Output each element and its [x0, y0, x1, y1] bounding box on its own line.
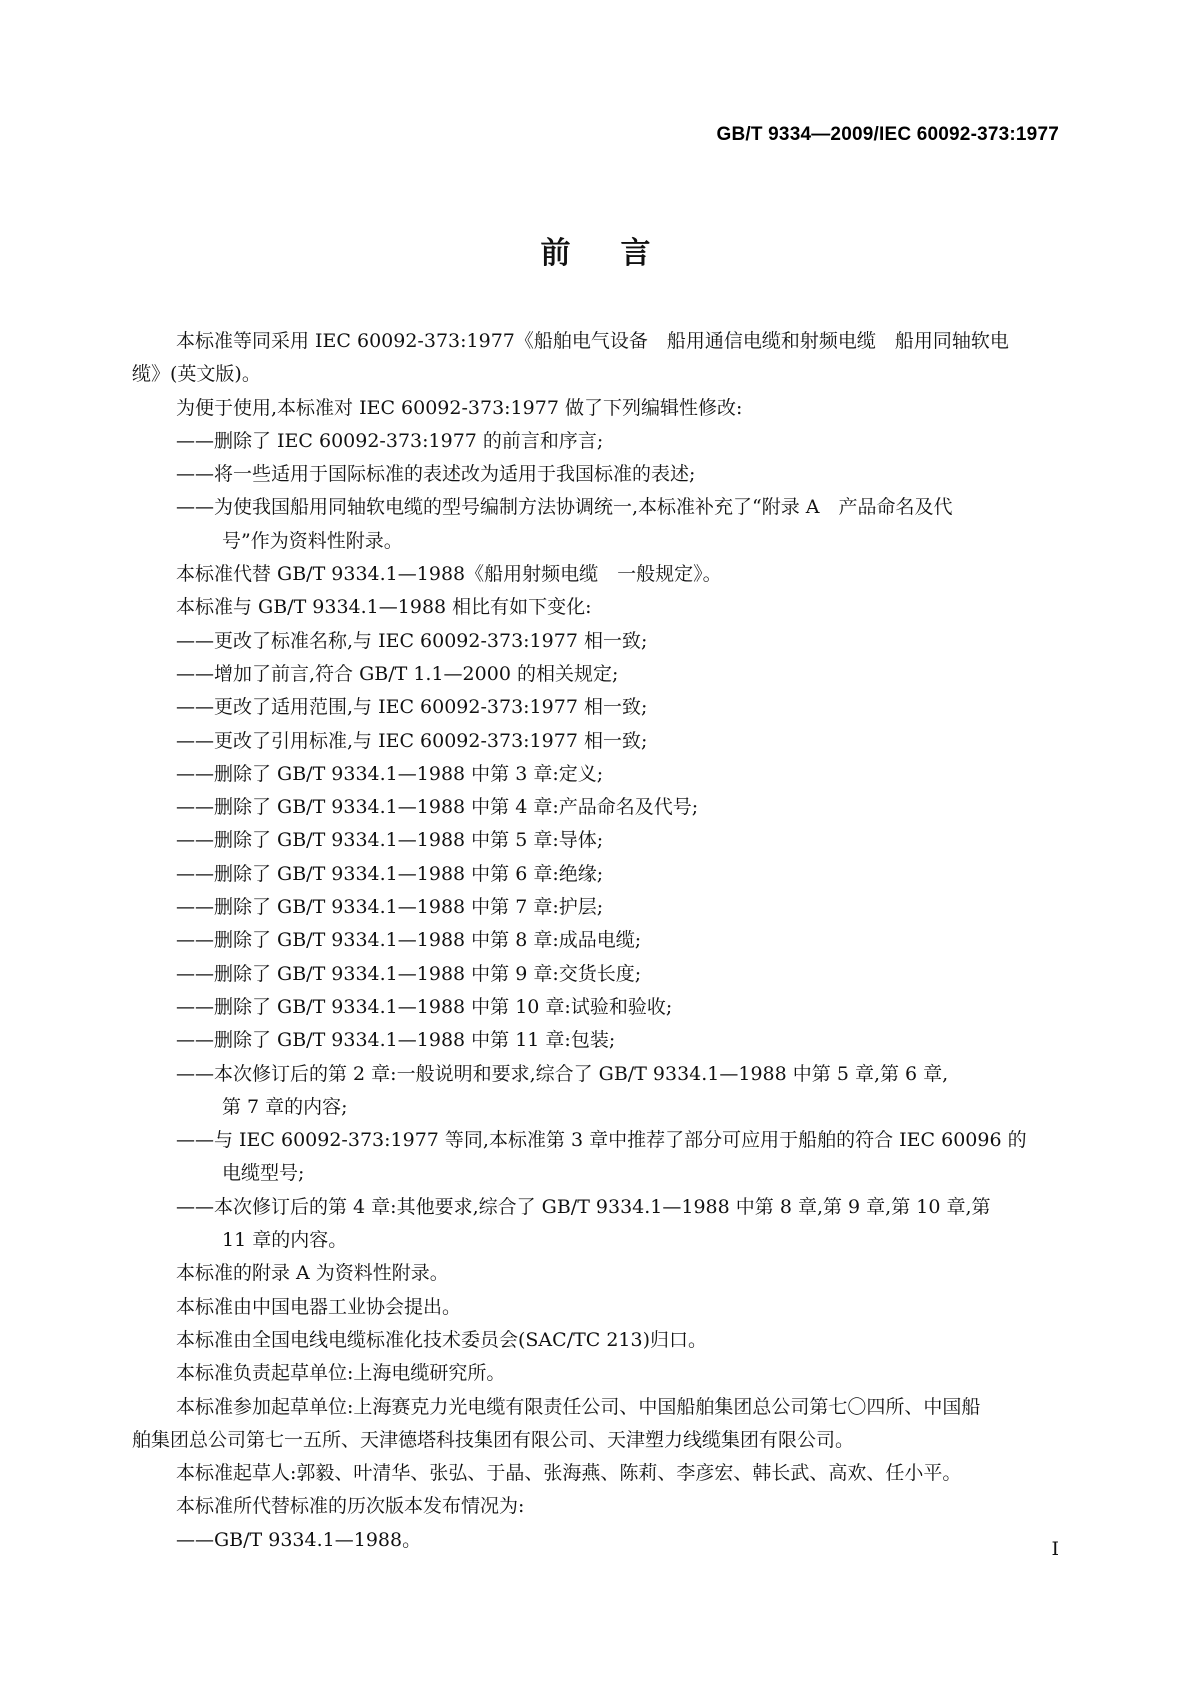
- paragraph-line: 舶集团总公司第七一五所、天津德塔科技集团有限公司、天津塑力线缆集团有限公司。: [132, 1428, 855, 1451]
- paragraph-line: 本标准负责起草单位:上海电缆研究所。: [176, 1362, 506, 1385]
- paragraph-line: 号”作为资料性附录。: [222, 529, 403, 552]
- foreword-body: [132, 325, 1059, 1557]
- paragraph-line: 本标准的附录 A 为资料性附录。: [176, 1262, 449, 1285]
- paragraph-line: ——删除了 GB/T 9334.1—1988 中第 6 章:绝缘;: [176, 862, 604, 885]
- paragraph-line: 本标准等同采用 IEC 60092-373:1977《船舶电气设备 船用通信电缆和射频电缆 船用同轴软电: [176, 330, 1009, 352]
- paragraph-line: 为便于使用,本标准对 IEC 60092-373:1977 做了下列编辑性修改:: [176, 396, 743, 419]
- paragraph-line: ——删除了 GB/T 9334.1—1988 中第 5 章:导体;: [176, 829, 604, 852]
- paragraph-line: 本标准由全国电线电缆标准化技术委员会(SAC/TC 213)归口。: [176, 1328, 708, 1351]
- paragraph-line: ——删除了 GB/T 9334.1—1988 中第 9 章:交货长度;: [176, 962, 642, 985]
- page-number: I: [1051, 1538, 1059, 1560]
- paragraph-line: 电缆型号;: [222, 1162, 305, 1185]
- paragraph-line: 本标准由中国电器工业协会提出。: [176, 1295, 462, 1318]
- paragraph-line: ——删除了 GB/T 9334.1—1988 中第 11 章:包装;: [176, 1029, 616, 1052]
- paragraph-line: 第 7 章的内容;: [222, 1095, 348, 1118]
- page-title: 前言: [540, 236, 701, 271]
- paragraph-line: ——删除了 GB/T 9334.1—1988 中第 8 章:成品电缆;: [176, 929, 642, 952]
- paragraph-line: 本标准起草人:郭毅、叶清华、张弘、于晶、张海燕、陈莉、李彦宏、韩长武、高欢、任小平。: [176, 1462, 962, 1485]
- paragraph-line: ——删除了 GB/T 9334.1—1988 中第 7 章:护层;: [176, 896, 604, 919]
- paragraph-line: ——删除了 GB/T 9334.1—1988 中第 3 章:定义;: [176, 762, 604, 785]
- paragraph-line: 本标准代替 GB/T 9334.1—1988《船用射频电缆 一般规定》。: [176, 563, 722, 586]
- paragraph-line: ——增加了前言,符合 GB/T 1.1—2000 的相关规定;: [176, 662, 619, 685]
- paragraph-line: 11 章的内容。: [222, 1229, 348, 1252]
- paragraph-line: ——为使我国船用同轴软电缆的型号编制方法协调统一,本标准补充了“附录 A 产品命名及代: [176, 496, 953, 519]
- paragraph-line: ——更改了标准名称,与 IEC 60092-373:1977 相一致;: [176, 629, 648, 652]
- paragraph-line: ——与 IEC 60092-373:1977 等同,本标准第 3 章中推荐了部分可应用于船舶的符合 IEC 60096 的: [176, 1129, 1027, 1152]
- paragraph-line: ——GB/T 9334.1—1988。: [176, 1528, 422, 1551]
- paragraph-line: ——更改了适用范围,与 IEC 60092-373:1977 相一致;: [176, 696, 648, 719]
- paragraph-line: ——将一些适用于国际标准的表述改为适用于我国标准的表述;: [176, 463, 696, 486]
- paragraph-line: ——删除了 IEC 60092-373:1977 的前言和序言;: [176, 429, 604, 452]
- paragraph-line: ——更改了引用标准,与 IEC 60092-373:1977 相一致;: [176, 729, 648, 752]
- paragraph-line: ——删除了 GB/T 9334.1—1988 中第 10 章:试验和验收;: [176, 995, 673, 1018]
- paragraph-line: 本标准与 GB/T 9334.1—1988 相比有如下变化:: [176, 596, 592, 619]
- standard-number-header: GB/T 9334—2009/IEC 60092-373:1977: [716, 124, 1059, 145]
- paragraph-line: ——本次修订后的第 4 章:其他要求,综合了 GB/T 9334.1—1988 中第 8 章,第 9 章,第 10 章,第: [176, 1195, 991, 1218]
- paragraph-line: ——删除了 GB/T 9334.1—1988 中第 4 章:产品命名及代号;: [176, 796, 699, 819]
- paragraph-line: 缆》(英文版)。: [132, 363, 261, 386]
- paragraph-line: 本标准所代替标准的历次版本发布情况为:: [176, 1495, 525, 1518]
- paragraph-line: ——本次修订后的第 2 章:一般说明和要求,综合了 GB/T 9334.1—1988 中第 5 章,第 6 章,: [176, 1062, 949, 1085]
- paragraph-line: 本标准参加起草单位:上海赛克力光电缆有限责任公司、中国船舶集团总公司第七〇四所、中国船: [176, 1395, 981, 1418]
